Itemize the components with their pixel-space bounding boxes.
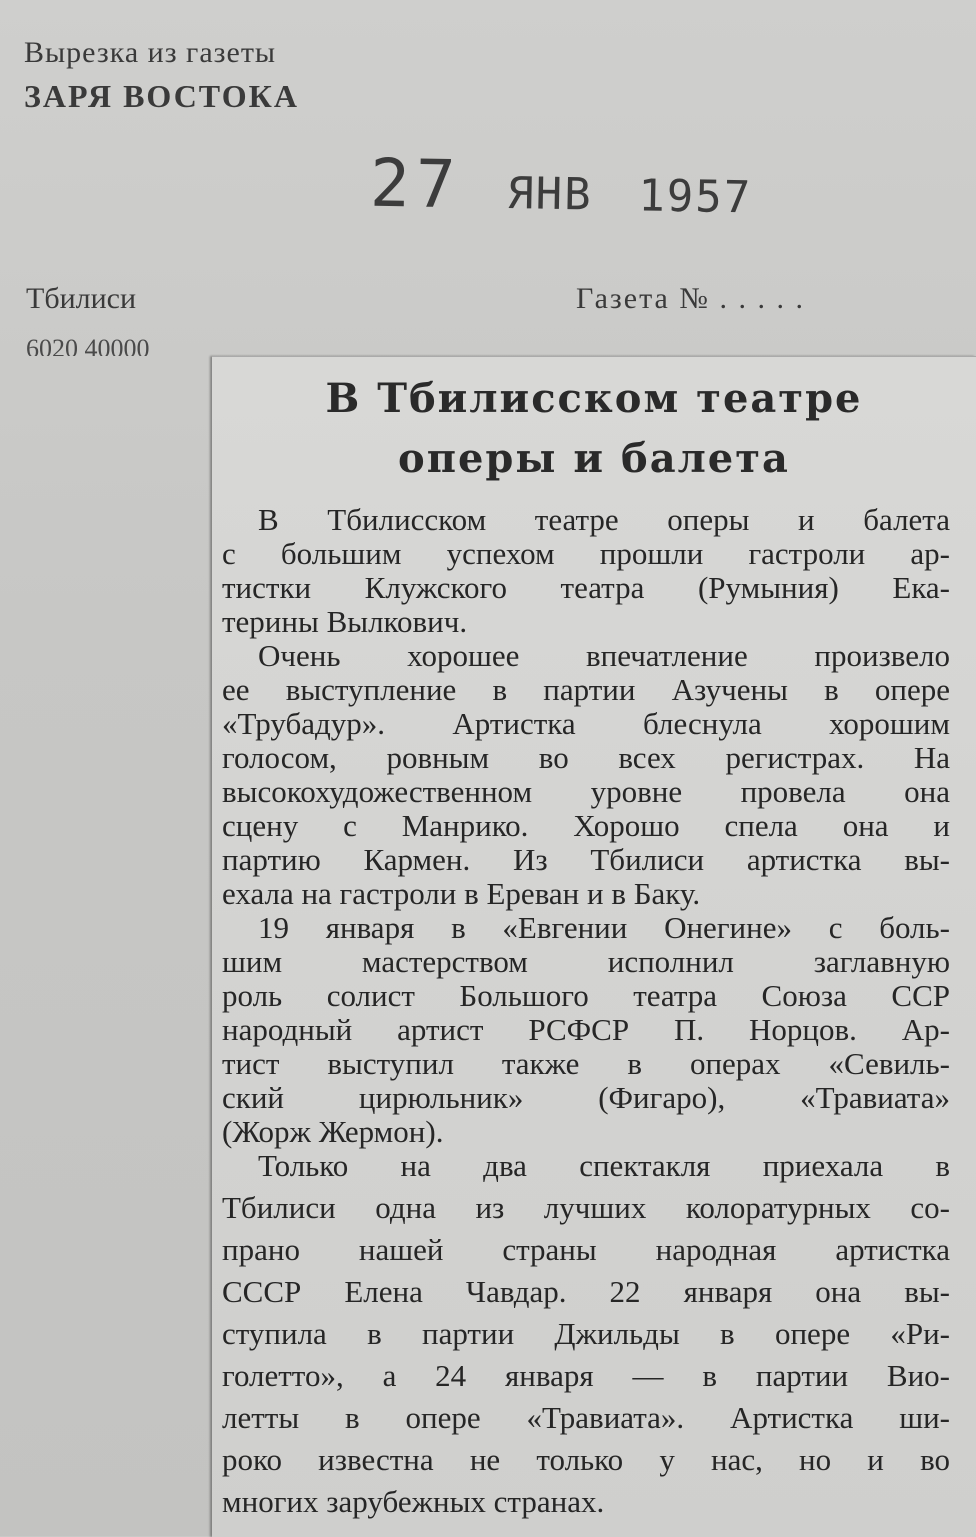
- clipping-label: Вырезка из газеты: [24, 36, 277, 69]
- article-line: тист выступил также в операх «Севиль-: [222, 1046, 950, 1081]
- article-line: ехала на гастроли в Ереван и в Баку.: [222, 876, 701, 911]
- print-code: 6020 40000: [26, 334, 150, 356]
- newspaper-clipping: [212, 356, 976, 1537]
- article-line: ский цирюльник» (Фигаро), «Травиата»: [222, 1080, 950, 1115]
- article-headline-line-1: В Тбилисском театре: [325, 375, 863, 422]
- article-line: Очень хорошее впечатление произвело: [258, 638, 950, 673]
- city-label: Тбилиси: [26, 282, 137, 315]
- stamp-day: 27: [369, 144, 463, 224]
- article-line: шим мастерством исполнил заглавную: [222, 944, 950, 979]
- article-line: СССР Елена Чавдар. 22 января она вы-: [222, 1274, 950, 1309]
- article-line: с большим успехом прошли гастроли ар-: [222, 536, 950, 571]
- article-line: роко известна не только у нас, но и во: [222, 1442, 950, 1477]
- article-line: «Трубадур». Артистка блеснула хорошим: [222, 706, 950, 741]
- article-line: партию Кармен. Из Тбилиси артистка вы-: [222, 842, 950, 877]
- date-stamp: [369, 145, 753, 229]
- article-line: Тбилиси одна из лучших колоратурных со-: [222, 1190, 950, 1225]
- article-line: народный артист РСФСР П. Норцов. Ар-: [222, 1012, 950, 1047]
- article-line: ступила в партии Джильды в опере «Ри-: [222, 1316, 950, 1351]
- article-line: 19 января в «Евгении Онегине» с боль-: [258, 910, 950, 945]
- stamp-year: 1957: [637, 170, 753, 224]
- article-line: В Тбилисском театре оперы и балета: [258, 502, 950, 537]
- article-line: тистки Клужского театра (Румыния) Ека-: [222, 570, 950, 605]
- article-line: Только на два спектакля приехала в: [258, 1148, 950, 1183]
- article-line: сцену с Манрико. Хорошо спела она и: [222, 808, 950, 843]
- stamp-month: ЯНВ: [506, 168, 594, 221]
- article-line: (Жорж Жермон).: [222, 1114, 444, 1149]
- article-line: голетто», а 24 января — в партии Вио-: [222, 1358, 950, 1393]
- gazette-number-label: Газета № . . . . .: [576, 282, 805, 315]
- article-line: ее выступление в партии Азучены в опере: [222, 672, 950, 707]
- article-line: многих зарубежных странах.: [222, 1484, 605, 1519]
- article-line: роль солист Большого театра Союза ССР: [222, 978, 950, 1013]
- article-line: прано нашей страны народная артистка: [222, 1232, 950, 1267]
- newspaper-name: ЗАРЯ ВОСТОКА: [24, 78, 299, 114]
- article-line: голосом, ровным во всех регистрах. На: [222, 740, 950, 775]
- article-line: летты в опере «Травиата». Артистка ши-: [222, 1400, 950, 1435]
- article-line: высокохудожественном уровне провела она: [222, 774, 950, 809]
- article-line: терины Вылкович.: [222, 604, 468, 639]
- article-headline-line-2: оперы и балета: [398, 435, 790, 482]
